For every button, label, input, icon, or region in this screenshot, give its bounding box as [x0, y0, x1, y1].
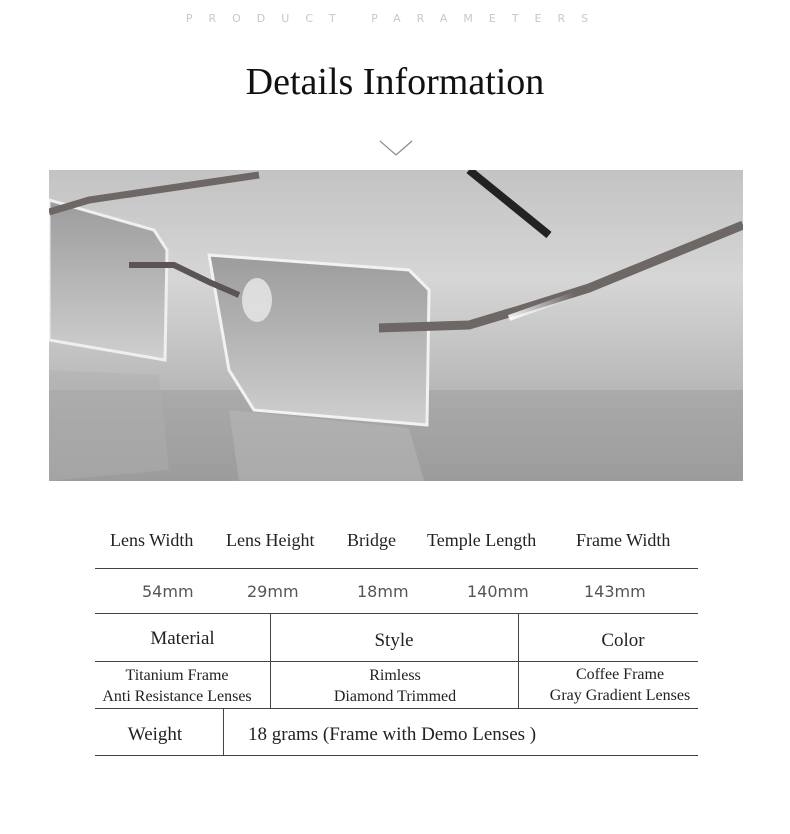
color-value [522, 664, 718, 706]
material-label: Material [150, 628, 215, 649]
page-title: Details Information [245, 61, 545, 103]
weight-label: Weight [127, 724, 183, 745]
value-frame-width: 143mm [584, 582, 646, 601]
header-lens-width: Lens Width [110, 530, 194, 550]
section-label: PRODUCT PARAMETERS [185, 12, 605, 25]
material-value-line-1: Titanium Frame [125, 667, 229, 684]
divider [95, 755, 698, 756]
style-value [285, 665, 505, 707]
divider [223, 708, 224, 755]
color-value-line-1: Coffee Frame [575, 666, 665, 683]
header-bridge: Bridge [347, 530, 396, 550]
divider [95, 661, 698, 662]
divider [95, 568, 698, 569]
material-value [84, 665, 270, 707]
weight-value: 18 grams (Frame with Demo Lenses ) [248, 724, 537, 745]
product-photo [49, 170, 743, 481]
header-temple-length: Temple Length [427, 530, 537, 550]
value-temple-length: 140mm [467, 582, 529, 601]
color-label: Color [601, 630, 645, 651]
eyeglasses-image [49, 170, 743, 481]
value-lens-height: 29mm [247, 582, 299, 601]
chevron-down-icon [379, 138, 413, 158]
header-frame-width: Frame Width [576, 530, 671, 550]
value-lens-width: 54mm [142, 582, 194, 601]
divider [95, 708, 698, 709]
material-value-line-2: Anti Resistance Lenses [102, 688, 252, 705]
value-bridge: 18mm [357, 582, 409, 601]
divider [95, 613, 698, 614]
color-value-line-2: Gray Gradient Lenses [549, 687, 691, 704]
style-value-line-2: Diamond Trimmed [333, 688, 457, 705]
style-value-line-1: Rimless [369, 667, 421, 684]
style-label: Style [374, 630, 414, 651]
header-lens-height: Lens Height [226, 530, 315, 550]
